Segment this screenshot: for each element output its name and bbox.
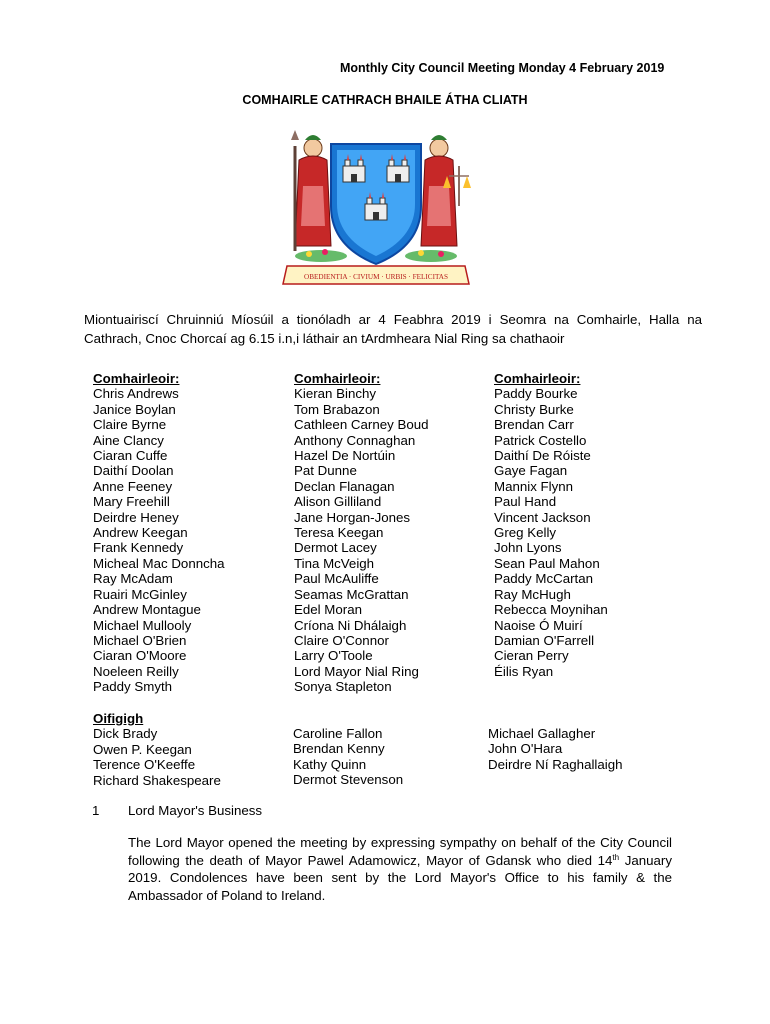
councillor-name: Jane Horgan-Jones bbox=[294, 509, 411, 525]
councillor-name: Lord Mayor Nial Ring bbox=[294, 663, 419, 679]
councillor-name: Tom Brabazon bbox=[294, 401, 380, 417]
officials-heading: Oifigigh bbox=[93, 711, 144, 726]
intro-paragraph: Miontuairiscí Chruinniú Míosúil a tionóladh ar 4 Feabhra 2019 i Seomra na Comhairle, Halla na Cathrach, Cnoc Chorcaí ag 6.15 i.n,i láthair an tArdmheara Nial Ring sa chathaoir bbox=[84, 312, 702, 346]
official-name: Dermot Stevenson bbox=[293, 772, 404, 788]
councillor-column-1 bbox=[93, 371, 225, 695]
officials-column-2 bbox=[293, 726, 403, 788]
official-name: Caroline Fallon bbox=[293, 726, 383, 741]
councillor-name: Ciaran Cuffe bbox=[93, 448, 168, 464]
right-supporter-figure bbox=[421, 135, 471, 246]
dublin-coat-of-arms bbox=[281, 126, 471, 286]
officials-column-3 bbox=[488, 726, 623, 772]
councillor-name: Andrew Montague bbox=[93, 602, 201, 618]
official-name: Michael Gallagher bbox=[488, 726, 596, 741]
councillor-name: Dermot Lacey bbox=[294, 540, 377, 556]
councillor-column-2 bbox=[294, 371, 429, 695]
section-body: The Lord Mayor opened the meeting by expressing sympathy on behalf of the City Council following the death of Mayor Pawel Adamowicz, Mayor of Gdansk who died 14th January 2019. Condolences have been sent by the Lord Mayor's Office to his family & the Ambassador of Poland to Ireland. bbox=[128, 835, 672, 903]
councillor-column-3 bbox=[494, 371, 608, 679]
councillor-name: Declan Flanagan bbox=[294, 478, 395, 494]
councillor-name: Damian O'Farrell bbox=[494, 632, 595, 648]
councillor-name: Naoise Ó Muirí bbox=[494, 617, 583, 633]
document-title: COMHAIRLE CATHRACH BHAILE ÁTHA CLIATH bbox=[242, 93, 528, 107]
councillor-name: Paul Hand bbox=[494, 494, 557, 510]
councillor-name: Gaye Fagan bbox=[494, 463, 568, 479]
councillor-name: Tina McVeigh bbox=[294, 555, 375, 571]
councillor-name: Edel Moran bbox=[294, 602, 362, 618]
councillor-name: Daithí Doolan bbox=[93, 463, 174, 479]
councillor-name: Claire O'Connor bbox=[294, 632, 389, 648]
councillor-name: Claire Byrne bbox=[93, 417, 167, 433]
councillor-name: Patrick Costello bbox=[494, 432, 587, 448]
councillor-name: Paddy McCartan bbox=[494, 571, 594, 587]
councillor-name: John Lyons bbox=[494, 540, 562, 556]
councillor-name: Cathleen Carney Boud bbox=[294, 417, 429, 433]
councillor-name: Paul McAuliffe bbox=[294, 571, 379, 587]
official-name: John O'Hara bbox=[488, 741, 563, 757]
councillor-name: Sonya Stapleton bbox=[294, 679, 392, 695]
councillor-heading: Comhairleoir: bbox=[294, 371, 381, 386]
councillor-name: Larry O'Toole bbox=[294, 648, 373, 664]
section-title: Lord Mayor's Business bbox=[128, 803, 263, 818]
councillor-name: Ray McAdam bbox=[93, 571, 173, 587]
motto-ribbon bbox=[283, 266, 469, 284]
official-name: Owen P. Keegan bbox=[93, 741, 192, 757]
councillor-name: Noeleen Reilly bbox=[93, 663, 179, 679]
councillor-heading: Comhairleoir: bbox=[494, 371, 581, 386]
councillor-name: Michael O'Brien bbox=[93, 632, 187, 648]
councillor-name: Greg Kelly bbox=[494, 525, 557, 541]
shield bbox=[331, 144, 421, 264]
councillor-name: Pat Dunne bbox=[294, 463, 357, 479]
councillor-name: Ray McHugh bbox=[494, 586, 571, 602]
councillor-name: Micheal Mac Donncha bbox=[93, 555, 225, 571]
official-name: Deirdre Ní Raghallaigh bbox=[488, 756, 623, 772]
left-supporter-figure bbox=[291, 130, 331, 251]
councillor-name: Críona Ni Dhálaigh bbox=[294, 617, 407, 633]
councillor-name: Janice Boylan bbox=[93, 401, 176, 417]
councillor-name: Éilis Ryan bbox=[494, 663, 554, 679]
councillor-name: Kieran Binchy bbox=[294, 386, 377, 402]
councillor-name: Aine Clancy bbox=[93, 432, 164, 448]
councillor-name: Deirdre Heney bbox=[93, 509, 179, 525]
councillor-name: Rebecca Moynihan bbox=[494, 602, 608, 618]
councillor-name: Hazel De Nortúin bbox=[294, 448, 396, 464]
councillor-name: Paddy Smyth bbox=[93, 679, 173, 695]
councillor-name: Anne Feeney bbox=[93, 478, 173, 494]
section-number: 1 bbox=[92, 803, 100, 818]
councillor-name: Sean Paul Mahon bbox=[494, 555, 600, 571]
meeting-header: Monthly City Council Meeting Monday 4 February 2019 bbox=[340, 61, 665, 75]
councillor-name: Teresa Keegan bbox=[294, 525, 384, 541]
councillor-name: Mary Freehill bbox=[93, 494, 170, 510]
councillor-name: Cieran Perry bbox=[494, 648, 569, 664]
councillor-name: Ciaran O'Moore bbox=[93, 648, 187, 664]
councillor-name: Chris Andrews bbox=[93, 386, 179, 402]
councillor-name: Brendan Carr bbox=[494, 417, 574, 433]
official-name: Dick Brady bbox=[93, 726, 158, 742]
councillor-name: Anthony Connaghan bbox=[294, 432, 416, 448]
official-name: Brendan Kenny bbox=[293, 741, 385, 757]
councillor-name: Vincent Jackson bbox=[494, 509, 591, 525]
official-name: Richard Shakespeare bbox=[93, 772, 221, 788]
councillor-name: Ruairi McGinley bbox=[93, 586, 187, 602]
councillor-name: Michael Mullooly bbox=[93, 617, 192, 633]
councillor-name: Alison Gilliland bbox=[294, 494, 382, 510]
councillor-name: Andrew Keegan bbox=[93, 525, 188, 541]
councillor-name: Mannix Flynn bbox=[494, 478, 574, 494]
councillor-name: Daithí De Róiste bbox=[494, 448, 591, 464]
councillor-heading: Comhairleoir: bbox=[93, 371, 180, 386]
official-name: Kathy Quinn bbox=[293, 756, 367, 772]
councillor-name: Paddy Bourke bbox=[494, 386, 578, 402]
councillor-name: Frank Kennedy bbox=[93, 540, 184, 556]
councillor-name: Seamas McGrattan bbox=[294, 586, 409, 602]
officials-column-1 bbox=[93, 711, 221, 788]
official-name: Terence O'Keeffe bbox=[93, 757, 196, 773]
councillor-name: Christy Burke bbox=[494, 401, 574, 417]
motto-text: OBEDIENTIA · CIVIUM · URBIS · FELICITAS bbox=[304, 273, 448, 281]
